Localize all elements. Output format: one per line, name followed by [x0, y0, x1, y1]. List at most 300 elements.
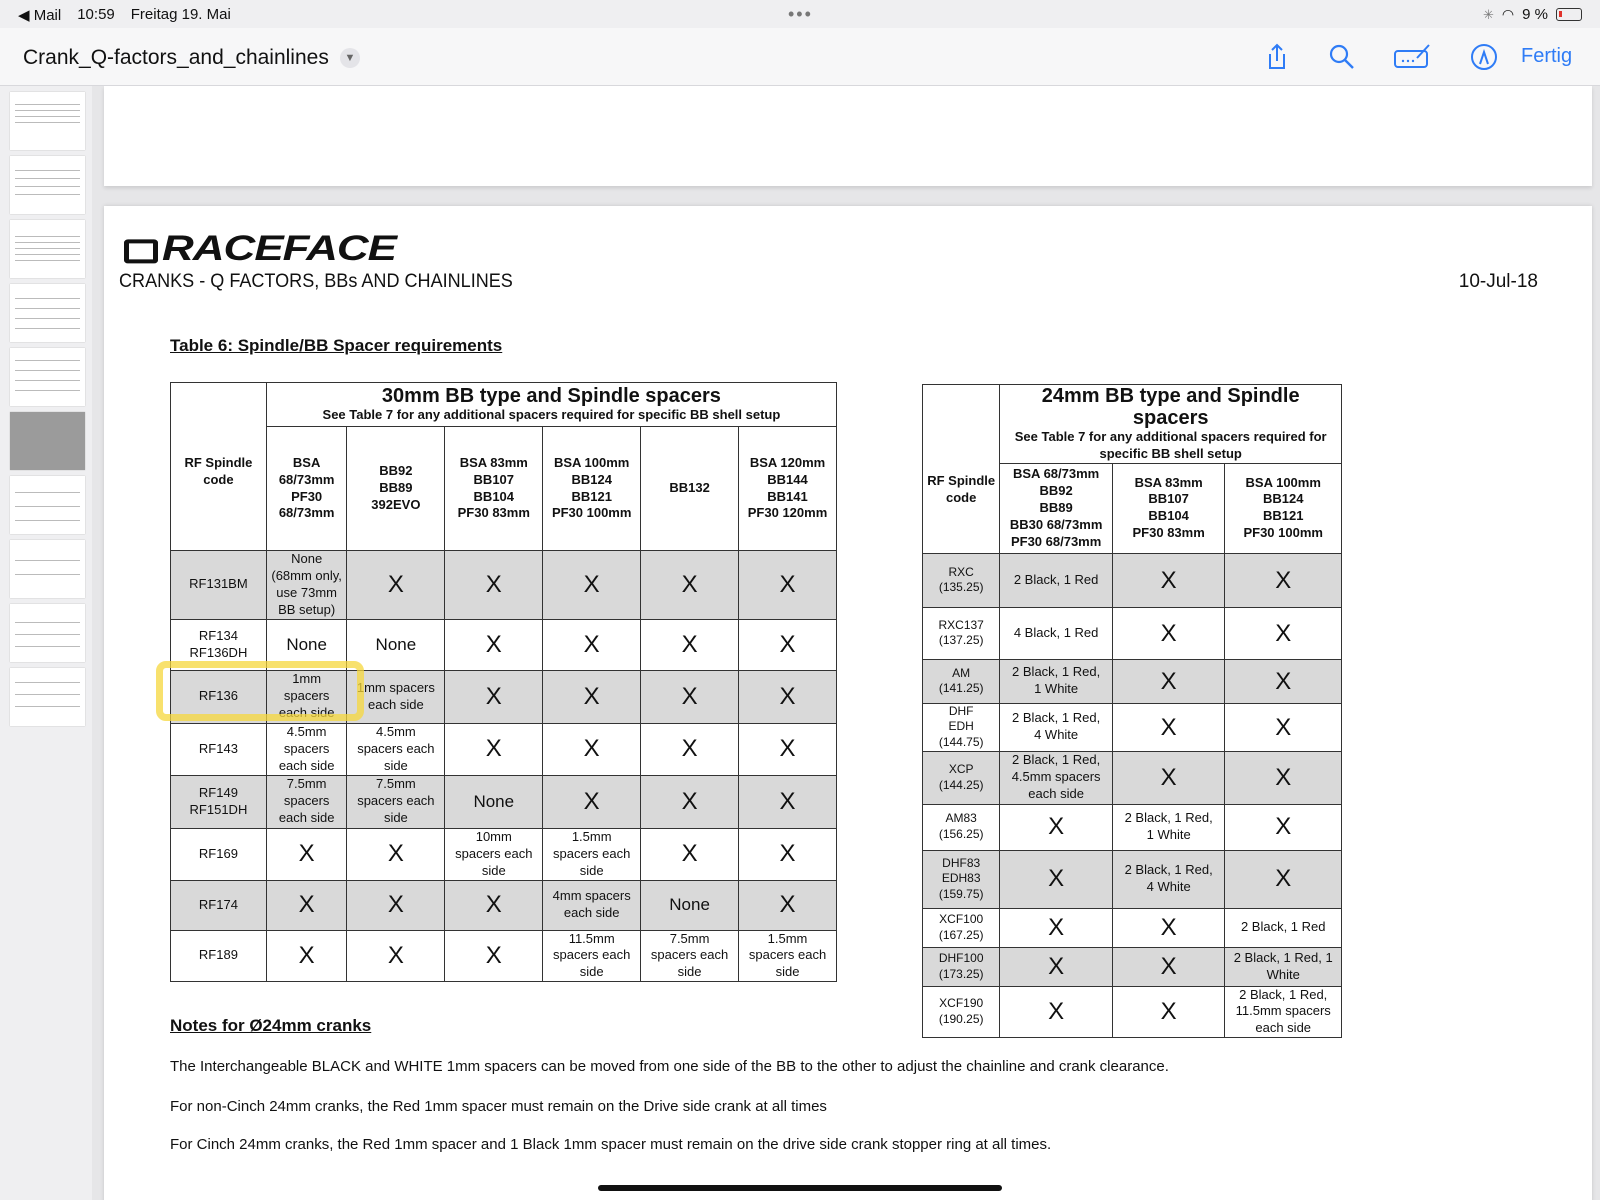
multitasking-dots-icon[interactable]: ••• [788, 4, 813, 24]
cell-text: DHF100 [938, 950, 984, 965]
status-date: Freitag 19. Mai [130, 6, 231, 23]
spacer-cell [641, 670, 739, 723]
cell-text: 4.5mm [376, 723, 416, 739]
cell-text: BSA [292, 454, 321, 470]
cell-text: X [583, 735, 600, 763]
table-row [923, 553, 1342, 607]
battery-percent: 9 % [1522, 6, 1548, 23]
spacer-cell [445, 619, 543, 670]
note-text: The Interchangeable BLACK and WHITE 1mm spacers can be moved from one side of the BB to the other to adjust the chainline and crank clearance. [170, 1058, 1169, 1075]
cell-text: BB124 [571, 471, 612, 487]
cell-text: (173.25) [938, 966, 984, 981]
spacer-cell [266, 775, 347, 828]
done-button[interactable]: Fertig [1521, 45, 1573, 67]
spacer-cell [1225, 751, 1342, 804]
home-indicator [598, 1185, 1002, 1191]
spacer-cell [543, 775, 641, 828]
cell-text: X [485, 735, 502, 763]
spindle-code-cell [923, 850, 1000, 908]
spacer-cell [739, 551, 837, 620]
spacer-cell [739, 723, 837, 775]
spacer-cell [641, 828, 739, 880]
search-icon[interactable] [1327, 42, 1357, 72]
spacer-cell [1112, 659, 1225, 703]
cell-text: X [1275, 667, 1292, 695]
spindle-code-cell [923, 659, 1000, 703]
spacer-cell [1112, 804, 1225, 850]
cell-text: side [481, 862, 506, 878]
spacer-cell [1112, 553, 1225, 607]
spindle-code-cell [923, 751, 1000, 804]
spacer-cell [445, 551, 543, 620]
cell-text: 1 White [1146, 827, 1191, 843]
cell-text: X [485, 571, 502, 599]
cell-text: X [779, 891, 796, 919]
spacer-cell [1000, 553, 1113, 607]
cell-text: X [1048, 952, 1065, 980]
cell-text: X [1048, 998, 1065, 1026]
cell-text: PF30 120mm [747, 505, 828, 521]
cell-text: 7.5mm [376, 776, 416, 792]
cell-text: X [583, 571, 600, 599]
spacer-cell [543, 930, 641, 982]
cell-text: RF136DH [189, 644, 248, 660]
cell-text: 1.5mm [571, 828, 612, 844]
cell-text: BB107 [1148, 491, 1189, 507]
spacer-cell [543, 619, 641, 670]
spacer-cell [1000, 659, 1113, 703]
cell-text: X [1160, 913, 1177, 941]
spacer-cell [1000, 986, 1113, 1038]
loading-icon: ✳ [1483, 6, 1494, 22]
cell-text: BB124 [1262, 491, 1304, 507]
spacer-cell [1112, 703, 1225, 751]
cell-text: BB89 [379, 480, 413, 496]
status-time: 10:59 [77, 6, 115, 23]
cell-text: AM83 [945, 811, 977, 826]
spacer-cell [739, 775, 837, 828]
cell-text: X [779, 787, 796, 815]
chevron-down-icon[interactable]: ▼ [340, 48, 360, 68]
cell-text: AM [952, 665, 971, 680]
table-row [923, 908, 1342, 947]
cell-text: BSA 83mm [1134, 474, 1203, 490]
cell-text: None [473, 791, 515, 811]
spacer-cell [347, 723, 445, 775]
cell-text: BSA 100mm [553, 454, 630, 470]
note-text: For Cinch 24mm cranks, the Red 1mm spacer and 1 Black 1mm spacer must remain on the drive side crank stopper ring at all times. [170, 1136, 1052, 1153]
cell-text: BB121 [571, 488, 612, 504]
cell-text: PF30 83mm [457, 505, 530, 521]
brand-logo: RACEFACE [124, 229, 396, 269]
cell-text: PF30 100mm [1243, 525, 1323, 541]
cell-text: each side [368, 696, 424, 712]
markup-toolbar-icon[interactable] [1393, 42, 1431, 72]
spacer-cell [266, 880, 347, 930]
column-header [445, 427, 543, 551]
table-title: 24mm BB type and Spindle spacers [1041, 385, 1300, 429]
spacer-cell [347, 930, 445, 982]
cell-text: PF30 [291, 488, 323, 504]
column-header [543, 427, 641, 551]
cell-text: X [387, 891, 404, 919]
cell-text: 4 White [1146, 879, 1191, 895]
cell-text: BB107 [473, 471, 515, 487]
cell-text: 2 Black, 1 Red, [1239, 986, 1328, 1002]
cell-text: spacers each [357, 793, 435, 809]
spindle-code-cell [923, 986, 1000, 1038]
spacer-cell [347, 619, 445, 670]
spindle-code-cell [171, 775, 267, 828]
cell-text: BB92 [379, 463, 413, 479]
page-thumbnail[interactable] [10, 92, 85, 150]
cell-text: X [1160, 998, 1177, 1026]
document-title[interactable]: Crank_Q-factors_and_chainlines [23, 46, 329, 69]
spindle-code-cell [923, 908, 1000, 947]
cell-text: RF136 [198, 688, 238, 704]
cell-text: RF174 [198, 896, 238, 912]
cell-text: 7.5mm [286, 776, 327, 792]
markup-pen-icon[interactable] [1469, 42, 1499, 72]
page-thumbnail[interactable] [10, 156, 85, 214]
cell-text: BB89 [1039, 499, 1073, 515]
cell-text: RF189 [198, 947, 238, 963]
cell-text: X [387, 942, 404, 970]
cell-text: side [677, 964, 702, 980]
spindle-code-cell [171, 930, 267, 982]
cell-text: PF30 100mm [551, 505, 632, 521]
column-header [1000, 463, 1113, 553]
spacer-cell [1225, 703, 1342, 751]
spacer-cell [1225, 607, 1342, 659]
cell-text: RF151DH [189, 801, 248, 817]
page-thumbnail-current[interactable] [10, 412, 85, 470]
cell-text: 2 Black, 1 Red, [1124, 810, 1213, 826]
cell-text: X [583, 682, 600, 710]
cell-text: RXC [948, 564, 974, 579]
spacer-cell [1000, 850, 1113, 908]
spacer-cell [445, 828, 543, 880]
cell-text: X [1160, 713, 1177, 741]
cell-text: X [1275, 713, 1292, 741]
cell-text: RF131BM [189, 576, 248, 592]
spacer-cell [739, 828, 837, 880]
spacer-cell [641, 551, 739, 620]
cell-text: 2 Black, 1 Red [1013, 571, 1099, 587]
thumbnail-sidebar [0, 86, 92, 1200]
cell-text: BB121 [1262, 508, 1304, 524]
cell-text: each side [1028, 786, 1084, 801]
spacer-cell [445, 670, 543, 723]
table-title-cell [1000, 385, 1342, 464]
cell-text: None [291, 551, 323, 566]
table-row [923, 607, 1342, 659]
table-row [923, 850, 1342, 908]
spacer-cell [1225, 659, 1342, 703]
cell-text: RXC137 [938, 617, 984, 632]
spacer-cell [543, 670, 641, 723]
cell-text: X [681, 735, 698, 763]
cell-text: X [1275, 763, 1292, 791]
cell-text: BB132 [669, 480, 710, 496]
cell-text: 4mm spacers [552, 888, 631, 904]
spacer-cell [641, 775, 739, 828]
spacer-cell [347, 880, 445, 930]
cell-text: BSA 83mm [459, 454, 528, 470]
table-row [171, 723, 837, 775]
status-bar [0, 0, 1600, 28]
spacer-cell [641, 619, 739, 670]
table-row [923, 703, 1342, 751]
page-thumbnail[interactable] [10, 284, 85, 342]
spindle-code-cell [923, 607, 1000, 659]
cell-text: X [779, 571, 796, 599]
cell-text: spacers each [553, 845, 631, 861]
cell-text: X [387, 840, 404, 868]
cell-text: spacers each [455, 845, 533, 861]
spacer-cell [1225, 553, 1342, 607]
cell-text: each side [563, 905, 620, 921]
spacer-cell [1225, 986, 1342, 1038]
table-row [923, 986, 1342, 1038]
cell-text: EDH83 [941, 871, 981, 886]
cell-text: RF149 [198, 784, 238, 800]
cell-text: 2 Black, 1 Red, [1012, 752, 1101, 768]
cell-text: X [681, 787, 698, 815]
spacer-cell [1112, 986, 1225, 1038]
cell-text: 1mm spacers [356, 679, 435, 695]
cell-text: 10mm [475, 828, 512, 844]
spindle-code-cell [923, 553, 1000, 607]
cell-text: X [681, 682, 698, 710]
spacer-cell [1000, 607, 1113, 659]
spacer-cell [543, 551, 641, 620]
spacer-cell [347, 828, 445, 880]
cell-text: X [1275, 865, 1292, 893]
page-thumbnail[interactable] [10, 348, 85, 406]
page-thumbnail[interactable] [10, 604, 85, 662]
spacer-cell [543, 828, 641, 880]
cell-text: (190.25) [938, 1011, 984, 1026]
cell-text: White [1266, 966, 1300, 982]
cell-text: spacers each [748, 947, 827, 963]
cell-text: X [583, 787, 600, 815]
cell-text: EDH [948, 719, 974, 734]
page-thumbnail[interactable] [10, 540, 85, 598]
table-row [171, 828, 837, 880]
spacer-cell [641, 723, 739, 775]
cell-text: (141.25) [938, 681, 984, 696]
cell-text: X [779, 630, 796, 658]
cell-text: (137.25) [938, 633, 984, 648]
cell-text: X [485, 942, 502, 970]
column-header-code [923, 385, 1000, 554]
table-row [923, 751, 1342, 804]
spacer-cell [266, 828, 347, 880]
spacer-cell [543, 880, 641, 930]
cell-text: X [485, 630, 502, 658]
cell-text: 68/73mm [278, 505, 335, 521]
table-subtitle: See Table 7 for any additional spacers required for specific BB shell setup [1014, 429, 1327, 461]
column-header [1112, 463, 1225, 553]
cell-text: each side [278, 810, 335, 825]
cell-text: spacers [283, 793, 330, 809]
spindle-code-cell [923, 804, 1000, 850]
cell-text: 392EVO [371, 496, 421, 512]
page-thumbnail[interactable] [10, 668, 85, 726]
cell-text: X [1048, 813, 1065, 841]
cell-text: 2 Black, 1 Red, [1124, 862, 1213, 878]
cell-text: X [779, 735, 796, 763]
cell-text: each side [1255, 1020, 1312, 1036]
spacer-cell [739, 670, 837, 723]
document-viewer[interactable] [92, 86, 1600, 1200]
cell-text: X [1160, 566, 1177, 594]
cell-text: (156.25) [938, 827, 984, 842]
cell-text: XCF190 [939, 996, 984, 1011]
toolbar [0, 28, 1600, 86]
spacer-cell [1112, 908, 1225, 947]
cell-text: 2 Black, 1 Red, 1 [1233, 949, 1333, 965]
cell-text: (144.75) [938, 734, 984, 749]
cell-text: (167.25) [938, 927, 984, 942]
cell-text: each side [278, 705, 335, 720]
cell-text: (68mm only, [271, 567, 342, 583]
cell-text: side [579, 964, 604, 980]
document-header-title: CRANKS - Q FACTORS, BBs AND CHAINLINES [119, 271, 513, 292]
cell-text: code [946, 489, 977, 505]
cell-text: RF169 [198, 845, 238, 861]
cell-text: DHF83 [942, 855, 981, 870]
column-header [347, 427, 445, 551]
spindle-code-cell [171, 880, 267, 930]
cell-text: 2 Black, 1 Red [1240, 919, 1326, 935]
notes-heading: Notes for Ø24mm cranks [170, 1016, 372, 1035]
spacer-cell [1000, 751, 1113, 804]
highlight-annotation [156, 661, 364, 721]
cell-text: 4.5mm [286, 723, 327, 739]
cell-text: PF30 68/73mm [1010, 533, 1102, 549]
cell-text: X [1160, 763, 1177, 791]
cell-text: X [681, 840, 698, 868]
spacer-cell [1225, 804, 1342, 850]
table-title-cell [266, 383, 836, 427]
cell-text: side [775, 964, 800, 980]
cell-text: side [579, 862, 604, 878]
cell-text: 4.5mm spacers [1011, 769, 1101, 785]
cell-text: BB setup) [278, 601, 336, 617]
spindle-code-cell [171, 723, 267, 775]
cell-text: XCP [948, 761, 974, 776]
back-to-mail-link[interactable]: ◀ Mail [18, 7, 62, 24]
table-row [923, 947, 1342, 986]
spacer-cell [1000, 703, 1113, 751]
cell-text: X [1275, 813, 1292, 841]
table-caption: Table 6: Spindle/BB Spacer requirements [170, 336, 503, 355]
cell-text: 2 Black, 1 Red, [1012, 710, 1101, 726]
cell-text: X [298, 942, 315, 970]
pdf-page [104, 206, 1592, 1200]
spacer-cell [445, 723, 543, 775]
column-header [739, 427, 837, 551]
cell-text: side [383, 757, 408, 773]
cell-text: code [203, 471, 234, 487]
spacer-cell [347, 775, 445, 828]
spindle-code-cell [171, 828, 267, 880]
spacer-cell [266, 551, 347, 620]
cell-text: spacers each [357, 740, 435, 756]
cell-text: use 73mm [276, 584, 337, 600]
cell-text: spacers [283, 688, 330, 704]
spacer-cell [1112, 607, 1225, 659]
cell-text: (135.25) [938, 580, 984, 595]
cell-text: BB104 [473, 488, 515, 504]
spacer-cell [445, 775, 543, 828]
spindle-code-cell [171, 551, 267, 620]
wifi-icon: ◠ [1501, 6, 1515, 22]
cell-text: X [387, 571, 404, 599]
table-row [923, 659, 1342, 703]
cell-text: RF143 [198, 740, 238, 756]
column-header [266, 427, 347, 551]
cell-text: BB30 68/73mm [1009, 516, 1103, 532]
cell-text: X [779, 682, 796, 710]
spacer-cell [266, 930, 347, 982]
table-row [171, 551, 837, 620]
spindle-code-cell [923, 947, 1000, 986]
cell-text: X [1048, 913, 1065, 941]
table-row [171, 775, 837, 828]
spacer-cell [1112, 751, 1225, 804]
cell-text: X [1160, 952, 1177, 980]
cell-text: XCF100 [939, 911, 984, 926]
battery-icon [1556, 8, 1582, 21]
cell-text: RF Spindle [184, 455, 253, 470]
cell-text: 7.5mm [669, 930, 710, 946]
spacer-cell [1000, 804, 1113, 850]
cell-text: side [383, 810, 408, 825]
spacer-cell [445, 930, 543, 982]
cell-text: X [298, 891, 315, 919]
spacer-cell [1112, 947, 1225, 986]
cell-text: PF30 83mm [1132, 525, 1205, 541]
cell-text: X [485, 891, 502, 919]
table-title: 30mm BB type and Spindle spacers [381, 385, 721, 408]
cell-text: BB144 [767, 471, 808, 487]
column-header-code [171, 383, 267, 551]
cell-text: X [1048, 865, 1065, 893]
cell-text: 1 White [1034, 681, 1079, 697]
cell-text: RF Spindle [927, 473, 996, 488]
table-subtitle: See Table 7 for any additional spacers required for specific BB shell setup [322, 407, 781, 423]
page-thumbnail[interactable] [10, 220, 85, 278]
cell-text: 11.5mm spacers [1235, 1003, 1331, 1019]
cell-text: X [1275, 566, 1292, 594]
spacer-cell [641, 880, 739, 930]
cell-text: BSA 100mm [1245, 474, 1321, 490]
spacer-cell [543, 723, 641, 775]
page-thumbnail[interactable] [10, 476, 85, 534]
spacer-cell [1225, 947, 1342, 986]
table-row [171, 930, 837, 982]
cell-text: 11.5mm [568, 930, 615, 946]
cell-text: spacers [283, 740, 330, 756]
cell-text: X [779, 840, 796, 868]
share-icon[interactable] [1262, 42, 1292, 72]
document-date: 10-Jul-18 [1458, 271, 1538, 292]
spacer-cell [739, 880, 837, 930]
cell-text: X [298, 840, 315, 868]
